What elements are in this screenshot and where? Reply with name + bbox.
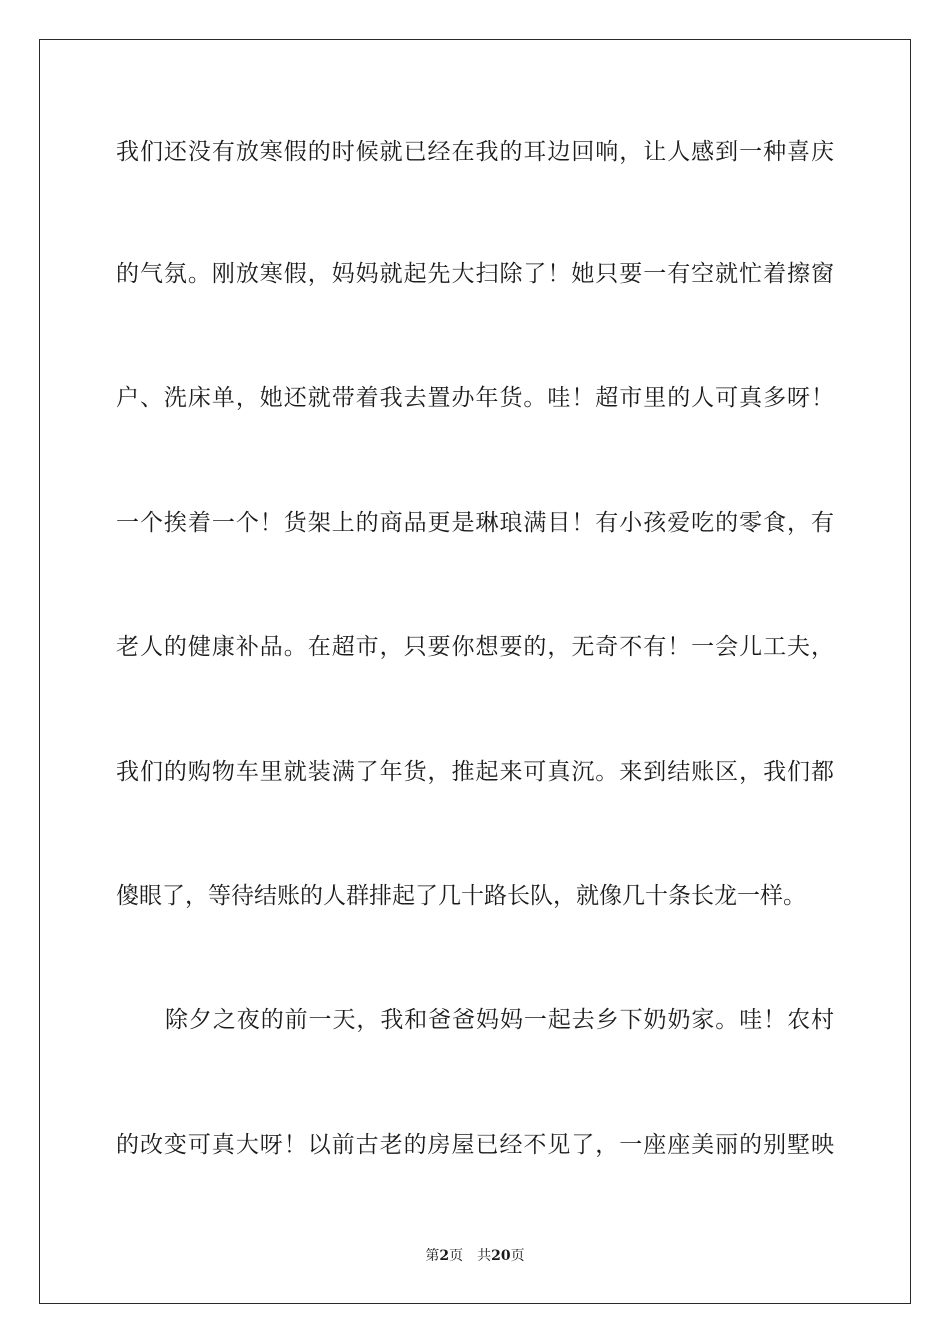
paragraph-first-line: 除夕之夜的前一天，我和爸爸妈妈一起去乡下奶奶家。哇！农村	[165, 1007, 834, 1033]
page-label-prefix: 第	[425, 1248, 440, 1264]
body-text-line: 的改变可真大呀！以前古老的房屋已经不见了，一座座美丽的别墅映	[116, 1132, 834, 1158]
total-label-suffix: 页	[510, 1248, 525, 1264]
body-text-line: 傻眼了，等待结账的人群排起了几十路长队，就像几十条长龙一样。	[116, 883, 806, 909]
body-text-line: 的气氛。刚放寒假，妈妈就起先大扫除了！她只要一有空就忙着擦窗	[116, 261, 834, 287]
page-footer	[0, 1247, 950, 1265]
body-text-line: 我们的购物车里就装满了年货，推起来可真沉。来到结账区，我们都	[116, 759, 834, 785]
page-label-suffix: 页	[449, 1248, 464, 1264]
page-number: 2	[439, 1248, 450, 1264]
body-text-line: 老人的健康补品。在超市，只要你想要的，无奇不有！一会儿工夫，	[116, 634, 834, 660]
total-pages: 20	[491, 1248, 511, 1264]
page-border	[39, 39, 911, 1304]
body-text-line: 户、洗床单，她还就带着我去置办年货。哇！超市里的人可真多呀！	[116, 385, 834, 411]
body-text-line: 一个挨着一个！货架上的商品更是琳琅满目！有小孩爱吃的零食，有	[116, 510, 834, 536]
total-label-prefix: 共	[477, 1248, 492, 1264]
body-text-line: 我们还没有放寒假的时候就已经在我的耳边回响，让人感到一种喜庆	[116, 139, 834, 165]
